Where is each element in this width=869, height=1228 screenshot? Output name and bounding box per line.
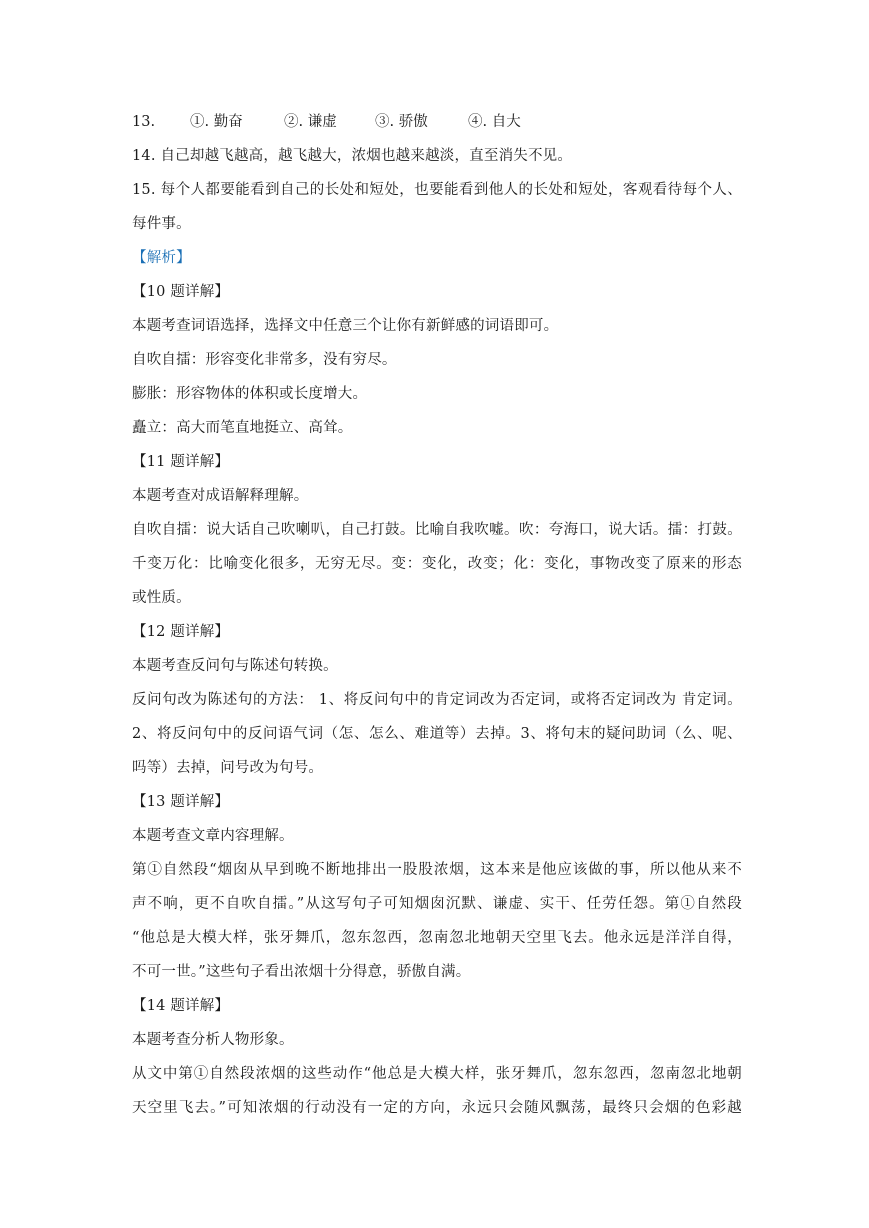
section-13-line: 不可一世。”这些句子看出浓烟十分得意，骄傲自满。 [132,964,471,980]
section-11-line: 或性质。 [132,590,191,606]
section-11-line: 自吹自擂：说大话自己吹喇叭，自己打鼓。比喻自我吹嘘。吹：夸海口，说大话。擂：打鼓。 [132,522,742,538]
section-10-heading: 【10 题详解】 [132,284,230,300]
section-11-line: 本题考查对成语解释理解。 [132,488,309,504]
section-13-line: 本题考查文章内容理解。 [132,828,294,844]
answer-13-option-1: ①. 勤奋 [190,114,243,130]
section-13-line: 第①自然段“烟囱从早到晚不断地排出一股股浓烟，这本来是他应该做的事，所以他从来不 [132,862,742,878]
answer-13-option-3: ③. 骄傲 [375,114,428,130]
section-10-line: 本题考查词语选择，选择文中任意三个让你有新鲜感的词语即可。 [132,318,559,334]
section-14-line: 天空里飞去。”可知浓烟的行动没有一定的方向，永远只会随风飘荡，最终只会烟的色彩越 [132,1100,742,1116]
section-11-heading: 【11 题详解】 [132,454,230,470]
section-10-line: 自吹自擂：形容变化非常多，没有穷尽。 [132,352,397,368]
analysis-label: 【解析】 [132,250,191,266]
section-12-line: 吗等）去掉，问号改为句号。 [132,760,324,776]
answer-14: 14. 自己却越飞越高，越飞越大，浓烟也越来越淡，直至消失不见。 [132,148,573,164]
section-10-line: 膨胀：形容物体的体积或长度增大。 [132,386,368,402]
section-12-heading: 【12 题详解】 [132,624,230,640]
section-13-heading: 【13 题详解】 [132,794,230,810]
answer-15-line-2: 每件事。 [132,216,191,232]
section-10-line: 矗立：高大而笔直地挺立、高耸。 [132,420,353,436]
section-11-line: 千变万化：比喻变化很多，无穷无尽。变：变化，改变；化：变化，事物改变了原来的形态 [132,556,742,572]
section-12-line: 本题考查反问句与陈述句转换。 [132,658,338,674]
answer-13-option-4: ④. 自大 [468,114,521,130]
section-12-line: 2、将反问句中的反问语气词（怎、怎么、难道等）去掉。3、将句末的疑问助词（么、呢、 [132,726,742,742]
section-13-line: “他总是大模大样，张牙舞爪，忽东忽西，忽南忽北地朝天空里飞去。他永远是洋洋自得， [132,930,742,946]
section-13-line: 声不响，更不自吹自擂。”从这写句子可知烟囱沉默、谦虚、实干、任劳任怨。第①自然段 [132,896,742,912]
answer-13-option-2: ②. 谦虚 [284,114,337,130]
answer-15-line-1: 15. 每个人都要能看到自己的长处和短处，也要能看到他人的长处和短处，客观看待每个人、 [132,182,742,198]
section-12-line: 反问句改为陈述句的方法： 1、将反问句中的肯定词改为否定词，或将否定词改为 肯定词。 [132,692,742,708]
section-14-line: 本题考查分析人物形象。 [132,1032,294,1048]
section-14-line: 从文中第①自然段浓烟的这些动作“他总是大模大样，张牙舞爪，忽东忽西，忽南忽北地朝 [132,1066,742,1082]
answer-13-number: 13. [132,114,156,130]
section-14-heading: 【14 题详解】 [132,998,230,1014]
